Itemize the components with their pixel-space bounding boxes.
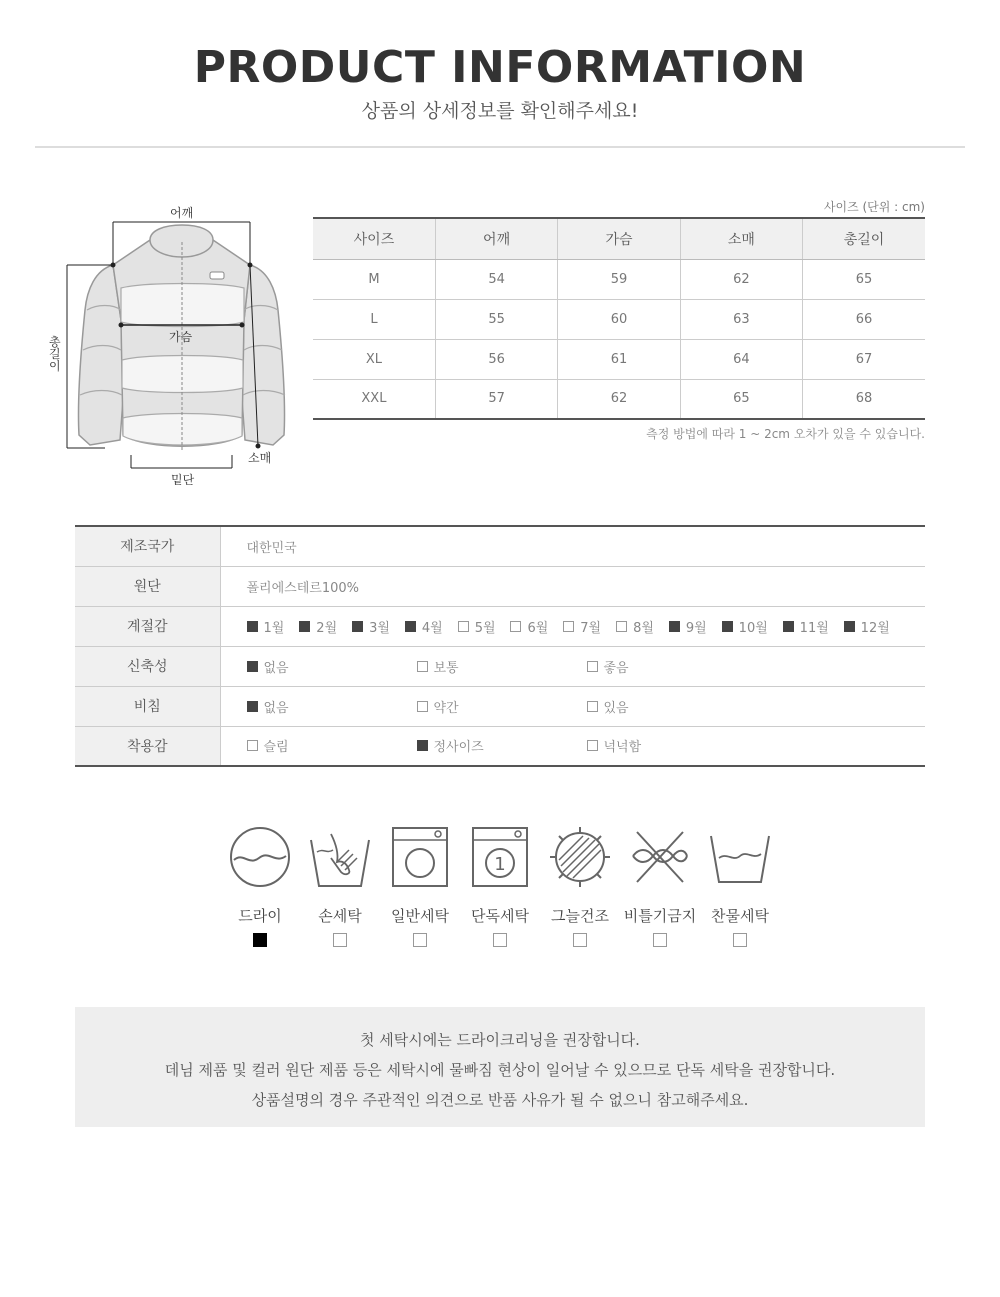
size-cell: 60 [558, 299, 680, 339]
hand-wash-icon [309, 826, 371, 888]
product-info-table [75, 525, 925, 767]
fit-option [247, 736, 417, 755]
notice-line: 상품설명의 경우 주관적인 의견으로 반품 사유가 될 수 없으니 참고해주세요. [251, 1091, 749, 1109]
chest-label: 가슴 [169, 330, 193, 344]
care-checkbox [413, 933, 427, 947]
size-cell: 66 [803, 299, 925, 339]
shade-dry-icon [549, 826, 611, 888]
sheer-options [247, 697, 926, 716]
month-option [405, 617, 458, 636]
svg-text:1: 1 [494, 854, 506, 875]
checkbox [247, 701, 258, 712]
month-option [563, 617, 616, 636]
care-item-cold-wash [700, 826, 780, 947]
checkbox [587, 701, 598, 712]
checkbox [352, 621, 363, 632]
checkbox [417, 661, 428, 672]
checkbox [722, 621, 733, 632]
checkbox [783, 621, 794, 632]
month-label: 3월 [369, 620, 390, 636]
season-options [247, 617, 926, 636]
info-label: 원단 [75, 566, 220, 606]
size-table-header-cell: 어깨 [435, 218, 557, 259]
notice-line: 데님 제품 및 컬러 원단 제품 등은 세탁시에 물빠짐 현상이 일어날 수 있으므로 단독 세탁을 권장합니다. [164, 1061, 836, 1079]
length-label: 총길이 [49, 335, 61, 373]
fit-option [417, 736, 587, 755]
size-cell: M [313, 259, 435, 299]
dry-clean-icon [229, 826, 291, 888]
month-option [722, 617, 783, 636]
month-option [352, 617, 405, 636]
month-option [783, 617, 844, 636]
table-row [313, 379, 925, 419]
month-label: 1월 [263, 620, 285, 636]
care-label: 드라이 [238, 907, 282, 925]
option-label: 보통 [433, 660, 459, 676]
care-label: 그늘건조 [551, 907, 609, 925]
month-option [616, 617, 669, 636]
table-row [313, 299, 925, 339]
month-label: 8월 [633, 620, 654, 636]
size-cell: 62 [558, 379, 680, 419]
option-label: 슬림 [263, 740, 289, 756]
info-row-stretch [75, 646, 925, 686]
sleeve-label: 소매 [248, 451, 272, 465]
sheer-option [247, 697, 417, 716]
info-label: 착용감 [75, 726, 220, 766]
size-table-header [313, 218, 925, 259]
checkbox [247, 740, 258, 751]
info-row-fabric [75, 566, 925, 606]
care-symbols [220, 826, 780, 947]
size-table-header-cell: 소매 [680, 218, 802, 259]
stretch-option [417, 657, 587, 676]
checkbox [510, 621, 521, 632]
care-item-do-not-wring [620, 826, 700, 947]
size-cell: 62 [680, 259, 802, 299]
care-checkbox [733, 933, 747, 947]
cold-wash-icon [709, 826, 771, 888]
size-table-header-cell: 총길이 [803, 218, 925, 259]
sheer-option [417, 697, 587, 716]
checkbox [616, 621, 627, 632]
size-cell: 63 [680, 299, 802, 339]
month-label: 10월 [738, 620, 768, 636]
checkbox [844, 621, 855, 632]
care-checkbox [253, 933, 267, 947]
care-label: 일반세탁 [391, 907, 449, 925]
month-option [458, 617, 511, 636]
care-item-shade-dry [540, 826, 620, 947]
checkbox [669, 621, 680, 632]
checkbox [458, 621, 469, 632]
shoulder-label: 어깨 [170, 206, 194, 220]
month-option [299, 617, 352, 636]
hem-label: 밑단 [171, 473, 195, 487]
info-row-fit [75, 726, 925, 766]
info-label: 신축성 [75, 646, 220, 686]
info-label: 계절감 [75, 606, 220, 646]
care-checkbox [333, 933, 347, 947]
care-checkbox [653, 933, 667, 947]
checkbox [247, 621, 258, 632]
fit-option [587, 736, 757, 755]
info-row-season [75, 606, 925, 646]
month-label: 11월 [799, 620, 829, 636]
month-option [844, 617, 897, 636]
month-label: 7월 [580, 620, 602, 636]
checkbox [247, 661, 258, 672]
sheer-option [587, 697, 757, 716]
size-cell: 64 [680, 339, 802, 379]
month-label: 6월 [527, 620, 549, 636]
month-option [669, 617, 722, 636]
month-label: 4월 [421, 620, 443, 636]
fit-options [247, 736, 926, 755]
stretch-options [247, 657, 926, 676]
size-cell: 56 [435, 339, 557, 379]
care-label: 단독세탁 [471, 907, 529, 925]
stretch-option [587, 657, 757, 676]
size-cell: L [313, 299, 435, 339]
option-label: 넉넉함 [603, 740, 642, 756]
notice-line: 첫 세탁시에는 드라이크리닝을 권장합니다. [360, 1031, 640, 1049]
size-cell: 59 [558, 259, 680, 299]
care-label: 비틀기금지 [623, 907, 697, 925]
month-label: 12월 [860, 620, 890, 636]
care-item-hand-wash [300, 826, 380, 947]
machine-wash-icon [389, 826, 451, 888]
checkbox [417, 701, 428, 712]
table-row [313, 339, 925, 379]
month-label: 9월 [685, 620, 707, 636]
size-cell: 65 [803, 259, 925, 299]
month-label: 5월 [474, 620, 496, 636]
checkbox [299, 621, 310, 632]
info-row-origin [75, 526, 925, 566]
table-row [313, 259, 925, 299]
month-option [510, 617, 563, 636]
info-label: 제조국가 [75, 526, 220, 566]
month-label: 2월 [316, 620, 338, 636]
option-label: 없음 [263, 700, 289, 716]
size-cell: 55 [435, 299, 557, 339]
care-checkbox [493, 933, 507, 947]
page-header [0, 40, 1000, 124]
stretch-option [247, 657, 417, 676]
wash-separately-icon [469, 826, 531, 888]
option-label: 좋음 [603, 660, 629, 676]
care-label: 손세탁 [318, 907, 362, 925]
info-label: 비침 [75, 686, 220, 726]
size-table-header-cell: 사이즈 [313, 218, 435, 259]
page-title: PRODUCT INFORMATION [193, 42, 807, 93]
size-cell: 57 [435, 379, 557, 419]
size-table-header-cell: 가슴 [558, 218, 680, 259]
checkbox [405, 621, 416, 632]
info-row-sheer [75, 686, 925, 726]
size-cell: XL [313, 339, 435, 379]
header-divider [35, 146, 965, 148]
info-value: 대한민국 [220, 526, 925, 566]
checkbox [417, 740, 428, 751]
size-cell: 61 [558, 339, 680, 379]
option-label: 정사이즈 [433, 740, 484, 756]
size-cell: 65 [680, 379, 802, 419]
page-subtitle: 상품의 상세정보를 확인해주세요! [361, 100, 639, 122]
checkbox [563, 621, 574, 632]
care-notice [75, 1007, 925, 1127]
jacket-diagram [45, 200, 300, 495]
size-cell: 54 [435, 259, 557, 299]
info-value: 폴리에스테르100% [220, 566, 925, 606]
care-label: 찬물세탁 [711, 907, 769, 925]
care-item-wash-separately [460, 826, 540, 947]
size-cell: 67 [803, 339, 925, 379]
measure-note: 측정 방법에 따라 1 ~ 2cm 오차가 있을 수 있습니다. [646, 427, 925, 441]
month-option [247, 617, 300, 636]
care-item-dry-clean [220, 826, 300, 947]
checkbox [587, 661, 598, 672]
size-unit-note: 사이즈 (단위 : cm) [823, 200, 925, 214]
size-cell: XXL [313, 379, 435, 419]
checkbox [587, 740, 598, 751]
care-item-machine-wash [380, 826, 460, 947]
option-label: 있음 [603, 700, 629, 716]
size-table [313, 217, 925, 420]
option-label: 없음 [263, 660, 289, 676]
option-label: 약간 [433, 700, 459, 716]
size-cell: 68 [803, 379, 925, 419]
care-checkbox [573, 933, 587, 947]
do-not-wring-icon [629, 826, 691, 888]
